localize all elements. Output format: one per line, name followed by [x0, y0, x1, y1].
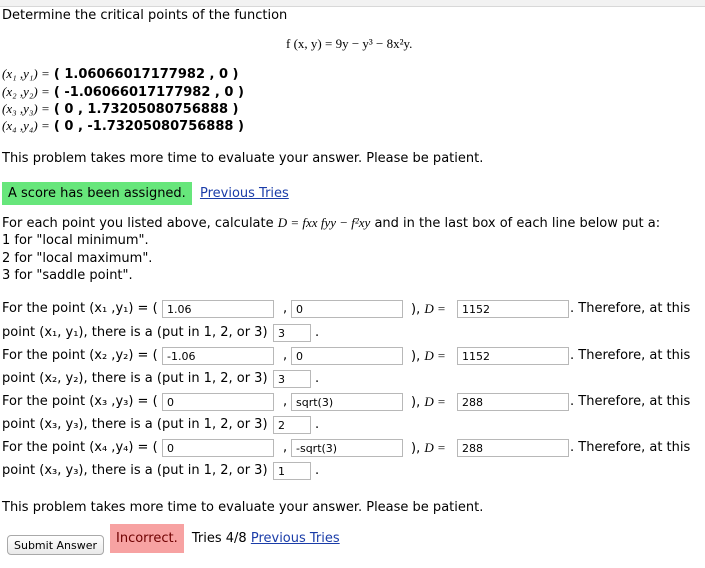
critical-point-3 [2, 101, 239, 117]
point-value: ( 1.06066017177982 , 0 ) [53, 67, 239, 82]
browser-toolbar-edge [0, 0, 705, 7]
point-label: (x₂ ,y₂) = [2, 84, 50, 99]
problem-intro: Determine the critical points of the function [2, 8, 288, 23]
row4-x-input[interactable] [162, 439, 274, 457]
instruction-formula: D = fxx fyy − f²xy [277, 215, 371, 230]
patience-note: This problem takes more time to evaluate your answer. Please be patient. [2, 151, 484, 166]
row3-y-input[interactable] [291, 393, 403, 411]
row4-label: For the point (x₄ ,y₄) = ( [2, 440, 158, 455]
row4-point-text: point (x₃, y₃), there is a (put in 1, 2, or 3) [2, 463, 268, 478]
row3-comma: , [283, 394, 288, 409]
instruction-pre: For each point you listed above, calculate [2, 216, 274, 231]
footer-previous-tries-link[interactable]: Previous Tries [250, 531, 340, 546]
row2-comma: , [283, 348, 288, 363]
point-value: ( 0 , 1.73205080756888 ) [53, 102, 239, 117]
row4-close: ), D = [411, 440, 446, 456]
row2-x-input[interactable] [162, 347, 274, 365]
row2-period: . [315, 371, 320, 386]
row1-point-text: point (x₁, y₁), there is a (put in 1, 2, or 3) [2, 325, 268, 340]
code-local-minimum: 1 for "local minimum". [2, 233, 149, 248]
score-assigned-badge: A score has been assigned. [2, 182, 192, 205]
point-value: ( -1.06066017177982 , 0 ) [53, 85, 244, 100]
row3-close: ), D = [411, 394, 446, 410]
critical-point-2 [2, 84, 244, 100]
row3-label: For the point (x₃ ,y₃) = ( [2, 394, 158, 409]
instruction-post: and in the last box of each line below put a: [374, 216, 661, 231]
row2-point-text: point (x₂, y₂), there is a (put in 1, 2, or 3) [2, 371, 268, 386]
result-row [110, 531, 340, 546]
row3-period: . [315, 417, 320, 432]
submit-answer-button[interactable]: Submit Answer [7, 535, 104, 555]
row4-y-input[interactable] [291, 439, 403, 457]
row3-type-input[interactable] [273, 416, 311, 434]
point-value: ( 0 , -1.73205080756888 ) [53, 119, 244, 134]
row2-close: ), D = [411, 348, 446, 364]
point-label: (x₃ ,y₃) = [2, 101, 50, 116]
row2-d-input[interactable] [457, 347, 569, 365]
row2-type-input[interactable] [273, 370, 311, 388]
point-label: (x₁ ,y₁) = [2, 66, 50, 81]
row4-period: . [315, 463, 320, 478]
row1-comma: , [283, 301, 288, 316]
code-local-maximum: 2 for "local maximum". [2, 251, 153, 266]
incorrect-badge: Incorrect. [110, 524, 184, 553]
footer-patience-note: This problem takes more time to evaluate your answer. Please be patient. [2, 500, 484, 515]
point-label: (x₄ ,y₄) = [2, 118, 50, 133]
row1-type-input[interactable] [273, 324, 311, 342]
score-row [2, 186, 289, 201]
critical-point-1 [2, 66, 239, 82]
row1-therefore: . Therefore, at this [570, 301, 691, 316]
previous-tries-link[interactable]: Previous Tries [199, 186, 289, 201]
row3-therefore: . Therefore, at this [570, 394, 691, 409]
row4-d-input[interactable] [457, 439, 569, 457]
row4-type-input[interactable] [273, 462, 311, 480]
function-formula: f (x, y) = 9y − y³ − 8x²y. [286, 36, 413, 51]
row1-y-input[interactable] [291, 300, 403, 318]
row2-label: For the point (x₂ ,y₂) = ( [2, 348, 158, 363]
row1-d-input[interactable] [457, 300, 569, 318]
row3-point-text: point (x₃, y₃), there is a (put in 1, 2, or 3) [2, 417, 268, 432]
row1-close: ), D = [411, 301, 446, 317]
row3-d-input[interactable] [457, 393, 569, 411]
code-saddle-point: 3 for "saddle point". [2, 268, 133, 283]
row1-period: . [315, 325, 320, 340]
tries-count: Tries 4/8 [191, 531, 247, 546]
row1-label: For the point (x₁ ,y₁) = ( [2, 301, 158, 316]
row4-therefore: . Therefore, at this [570, 440, 691, 455]
row2-y-input[interactable] [291, 347, 403, 365]
row1-x-input[interactable] [162, 300, 274, 318]
row2-therefore: . Therefore, at this [570, 348, 691, 363]
instruction-line [2, 215, 660, 231]
critical-point-4 [2, 118, 244, 134]
row4-comma: , [283, 440, 288, 455]
row3-x-input[interactable] [162, 393, 274, 411]
